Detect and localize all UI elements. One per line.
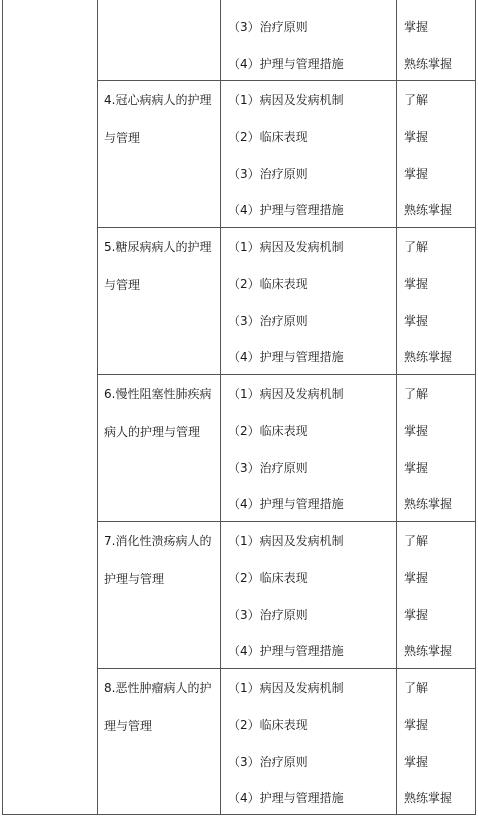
item-text: （1）病因及发病机制 bbox=[228, 240, 344, 254]
requirement-text: 了解 bbox=[404, 387, 429, 401]
section-title: 与管理 bbox=[104, 131, 141, 145]
item-text: （4）护理与管理措施 bbox=[228, 203, 344, 218]
item-text: （2）临床表现 bbox=[228, 423, 308, 438]
section-title: 7.消化性溃疡病人的 bbox=[104, 534, 212, 548]
item-text: （4）护理与管理措施 bbox=[228, 791, 344, 806]
requirement-text: 熟练掌握 bbox=[404, 203, 453, 218]
item-text: （4）护理与管理措施 bbox=[228, 350, 344, 365]
requirement-text: 掌握 bbox=[404, 607, 429, 622]
requirement-text: 掌握 bbox=[404, 423, 429, 438]
requirement-text: 掌握 bbox=[404, 570, 429, 585]
item-text: （4）护理与管理措施 bbox=[228, 57, 344, 71]
requirement-text: 掌握 bbox=[404, 313, 429, 328]
section-divider bbox=[97, 374, 476, 375]
item-text: （2）临床表现 bbox=[228, 276, 308, 291]
requirement-text: 掌握 bbox=[404, 129, 429, 144]
item-text: （3）治疗原则 bbox=[228, 754, 308, 769]
requirement-text: 掌握 bbox=[404, 460, 429, 475]
item-text: （1）病因及发病机制 bbox=[228, 387, 344, 401]
item-text: （1）病因及发病机制 bbox=[228, 681, 344, 695]
section-title: 病人的护理与管理 bbox=[104, 425, 201, 439]
section-title: 4.冠心病病人的护理 bbox=[104, 93, 212, 107]
requirement-text: 熟练掌握 bbox=[404, 350, 453, 365]
table-border-bottom bbox=[2, 814, 476, 815]
item-text: （3）治疗原则 bbox=[228, 607, 308, 622]
table-border-left bbox=[2, 0, 3, 814]
section-divider bbox=[97, 521, 476, 522]
item-text: （1）病因及发病机制 bbox=[228, 534, 344, 548]
table-border-right bbox=[475, 0, 476, 814]
item-text: （2）临床表现 bbox=[228, 717, 308, 732]
requirement-text: 掌握 bbox=[404, 20, 429, 34]
column-divider-item bbox=[220, 0, 221, 814]
item-text: （4）护理与管理措施 bbox=[228, 497, 344, 512]
requirement-text: 了解 bbox=[404, 240, 429, 254]
requirement-text: 掌握 bbox=[404, 166, 429, 181]
section-divider bbox=[97, 227, 476, 228]
section-title: 5.糖尿病病人的护理 bbox=[104, 240, 212, 254]
section-title: 8.恶性肿瘤病人的护 bbox=[104, 681, 212, 695]
item-text: （3）治疗原则 bbox=[228, 313, 308, 328]
requirement-text: 掌握 bbox=[404, 717, 429, 732]
section-divider bbox=[97, 80, 476, 81]
requirement-text: 掌握 bbox=[404, 276, 429, 291]
item-text: （3）治疗原则 bbox=[228, 20, 308, 34]
requirement-text: 熟练掌握 bbox=[404, 57, 453, 71]
requirement-text: 熟练掌握 bbox=[404, 791, 453, 806]
section-divider bbox=[97, 668, 476, 669]
requirement-text: 了解 bbox=[404, 534, 429, 548]
item-text: （3）治疗原则 bbox=[228, 460, 308, 475]
column-divider-requirement bbox=[396, 0, 397, 814]
requirement-text: 熟练掌握 bbox=[404, 644, 453, 659]
column-divider-section bbox=[97, 0, 98, 814]
requirement-text: 了解 bbox=[404, 93, 429, 107]
item-text: （2）临床表现 bbox=[228, 129, 308, 144]
item-text: （2）临床表现 bbox=[228, 570, 308, 585]
requirement-text: 熟练掌握 bbox=[404, 497, 453, 512]
requirement-text: 了解 bbox=[404, 681, 429, 695]
section-title: 理与管理 bbox=[104, 719, 153, 733]
section-title: 与管理 bbox=[104, 278, 141, 292]
item-text: （4）护理与管理措施 bbox=[228, 644, 344, 659]
section-title: 护理与管理 bbox=[104, 572, 165, 586]
item-text: （1）病因及发病机制 bbox=[228, 93, 344, 107]
section-title: 6.慢性阻塞性肺疾病 bbox=[104, 387, 212, 401]
item-text: （3）治疗原则 bbox=[228, 166, 308, 181]
requirement-text: 掌握 bbox=[404, 754, 429, 769]
